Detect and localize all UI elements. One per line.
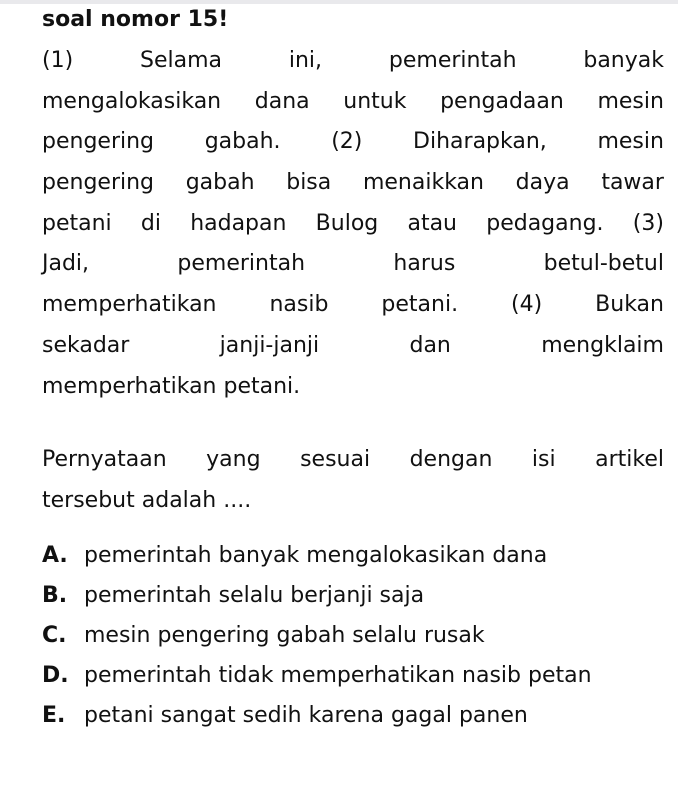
- word: banyak: [583, 48, 664, 73]
- option-letter: D.: [42, 663, 69, 688]
- word: betul-betul: [543, 251, 664, 277]
- word: bisa: [286, 170, 332, 196]
- word: pemerintah: [388, 48, 517, 73]
- passage-line: [42, 165, 664, 206]
- word: (1): [42, 48, 74, 73]
- passage-line: [42, 287, 664, 328]
- word: daya: [515, 170, 570, 196]
- word: memperhatikan: [42, 292, 217, 318]
- word: janji-janji: [219, 332, 320, 358]
- option-letter: E.: [42, 703, 66, 728]
- passage-line: [42, 246, 664, 287]
- word: pedagang.: [486, 210, 604, 236]
- word: mengklaim: [541, 332, 664, 358]
- word: untuk: [343, 88, 407, 114]
- word: memperhatikan: [42, 373, 217, 399]
- word: tawar: [601, 170, 664, 196]
- word: harus: [393, 251, 456, 277]
- word: gabah.: [204, 129, 281, 155]
- word: ....: [223, 487, 252, 513]
- passage-line: [42, 328, 664, 369]
- option-d[interactable]: [42, 656, 664, 696]
- answer-options: [42, 536, 664, 736]
- word: menaikkan: [362, 170, 484, 196]
- word: pengering: [42, 170, 155, 196]
- word: ini,: [288, 48, 323, 73]
- word: sesuai: [300, 447, 371, 472]
- word: (2): [331, 129, 363, 155]
- word: nasib: [269, 292, 329, 318]
- word: adalah: [141, 487, 217, 513]
- passage-line: [42, 84, 664, 125]
- word: hadapan: [190, 210, 287, 236]
- word: dengan: [409, 447, 493, 472]
- word: mesin: [597, 88, 664, 114]
- word: petani.: [223, 373, 301, 399]
- option-c[interactable]: [42, 616, 664, 656]
- word: (3): [632, 210, 664, 236]
- word: yang: [206, 447, 261, 472]
- option-text: pemerintah selalu berjanji saja: [84, 583, 425, 608]
- word: mengalokasikan: [42, 88, 222, 114]
- question-prompt: [42, 442, 664, 523]
- option-letter: C.: [42, 623, 67, 648]
- question-line: [42, 483, 664, 524]
- option-a[interactable]: [42, 536, 664, 576]
- word: di: [140, 210, 161, 236]
- option-b[interactable]: [42, 576, 664, 616]
- option-text: petani sangat sedih karena gagal panen: [84, 703, 528, 728]
- top-divider: [0, 0, 678, 4]
- option-text: pemerintah tidak memperhatikan nasib petan: [84, 663, 592, 688]
- word: dana: [254, 88, 310, 114]
- word: Jadi,: [42, 251, 90, 277]
- word: pengadaan: [440, 88, 564, 114]
- word: Pernyataan: [42, 447, 167, 472]
- word: isi: [531, 447, 556, 472]
- passage-line: [42, 206, 664, 247]
- passage-line: [42, 43, 664, 84]
- option-letter: A.: [42, 543, 68, 568]
- word: tersebut: [42, 487, 135, 513]
- option-text: pemerintah banyak mengalokasikan dana: [84, 543, 548, 568]
- word: Selama: [140, 48, 223, 73]
- word: Bulog: [315, 210, 379, 236]
- word: artikel: [595, 447, 664, 472]
- option-letter: B.: [42, 583, 68, 608]
- word: petani: [42, 210, 112, 236]
- word: atau: [407, 210, 458, 236]
- word: Diharapkan,: [413, 129, 547, 155]
- question-title: soal nomor 15!: [42, 7, 229, 32]
- word: sekadar: [42, 332, 130, 358]
- option-text: mesin pengering gabah selalu rusak: [84, 623, 485, 648]
- word: pemerintah: [177, 251, 306, 277]
- word: dan: [409, 332, 451, 358]
- option-e[interactable]: [42, 696, 664, 736]
- word: mesin: [597, 129, 664, 155]
- word: (4): [511, 292, 543, 318]
- word: pengering: [42, 129, 155, 155]
- word: petani.: [381, 292, 459, 318]
- question-line: [42, 442, 664, 483]
- word: Bukan: [595, 292, 664, 318]
- passage-text: [42, 43, 664, 409]
- word: gabah: [185, 170, 255, 196]
- passage-line: [42, 369, 664, 410]
- passage-line: [42, 124, 664, 165]
